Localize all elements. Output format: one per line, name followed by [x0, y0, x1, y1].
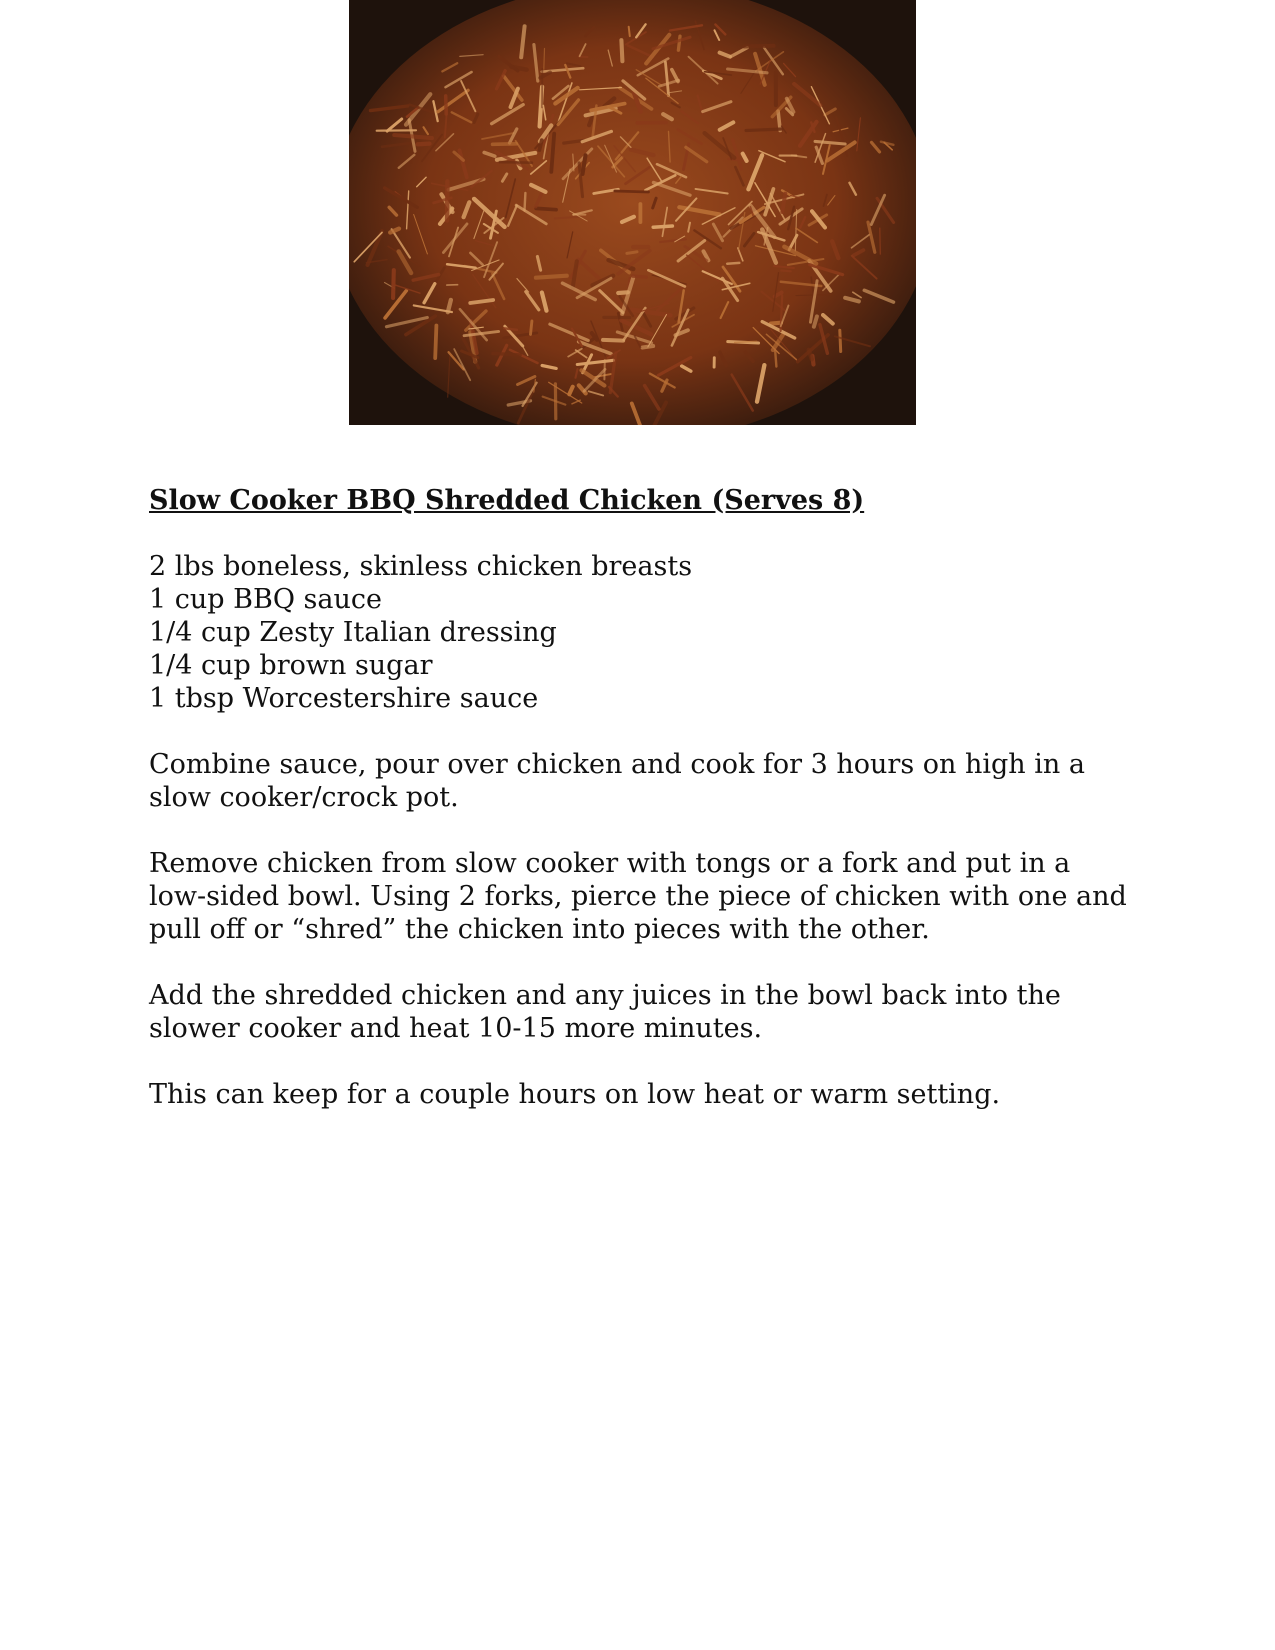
ingredient-item: 2 lbs boneless, skinless chicken breasts: [149, 551, 693, 582]
chicken-shred: [633, 276, 647, 277]
chicken-shred: [880, 228, 881, 254]
chicken-shred: [629, 27, 630, 36]
chicken-shred: [618, 292, 628, 293]
chicken-shred: [744, 46, 773, 47]
chicken-shred: [446, 96, 447, 114]
chicken-shred: [771, 323, 781, 324]
ingredient-item: 1 tbsp Worcestershire sauce: [149, 683, 539, 714]
ingredient-item: 1/4 cup Zesty Italian dressing: [149, 617, 557, 648]
chicken-shred: [621, 40, 622, 61]
chicken-shred: [727, 263, 739, 264]
chicken-shred: [653, 226, 672, 227]
chicken-shred: [393, 270, 394, 298]
chicken-shred: [493, 354, 520, 355]
ingredient-item: 1/4 cup brown sugar: [149, 650, 433, 681]
chicken-shred: [493, 144, 517, 145]
ingredient-list: [149, 550, 1129, 715]
recipe-body: [149, 484, 1129, 1111]
chicken-shred: [544, 49, 545, 70]
instruction-step-2: Remove chicken from slow cooker with tongs or a fork and put in a low-sided bowl. Using 2 forks, pierce the piece of chicken with one and pull off or “shred” the chicken into pieces with the other.: [149, 848, 1127, 945]
chicken-shred: [504, 328, 517, 330]
chicken-shred: [536, 276, 567, 278]
recipe-title: Slow Cooker BBQ Shredded Chicken (Serves 8): [149, 485, 865, 516]
storage-note: This can keep for a couple hours on low heat or warm setting.: [149, 1079, 1001, 1110]
chicken-shred: [627, 252, 637, 254]
chicken-shred: [500, 162, 532, 163]
instruction-step-1: Combine sauce, pour over chicken and cook for 3 hours on high in a slow cooker/crock pot.: [149, 749, 1085, 813]
shredded-chicken-illustration: [349, 0, 916, 425]
chicken-shred: [678, 36, 680, 50]
ingredient-item: 1 cup BBQ sauce: [149, 584, 382, 615]
chicken-shred: [809, 350, 812, 360]
chicken-shred: [775, 350, 776, 367]
chicken-shred: [746, 129, 782, 131]
chicken-shred: [525, 193, 526, 211]
instruction-step-3: Add the shredded chicken and any juices in the bowl back into the slower cooker and heat 10-15 more minutes.: [149, 980, 1061, 1044]
chicken-shred: [539, 140, 541, 150]
chicken-shred: [435, 326, 436, 359]
chicken-shred: [781, 271, 790, 272]
chicken-shred: [531, 321, 532, 334]
chicken-shred: [536, 208, 556, 209]
chicken-shred: [603, 340, 623, 341]
chicken-shred: [615, 191, 649, 192]
chicken-shred: [840, 330, 841, 351]
recipe-photo: [349, 0, 916, 425]
chicken-shred: [418, 144, 430, 145]
chicken-shred: [448, 300, 451, 312]
